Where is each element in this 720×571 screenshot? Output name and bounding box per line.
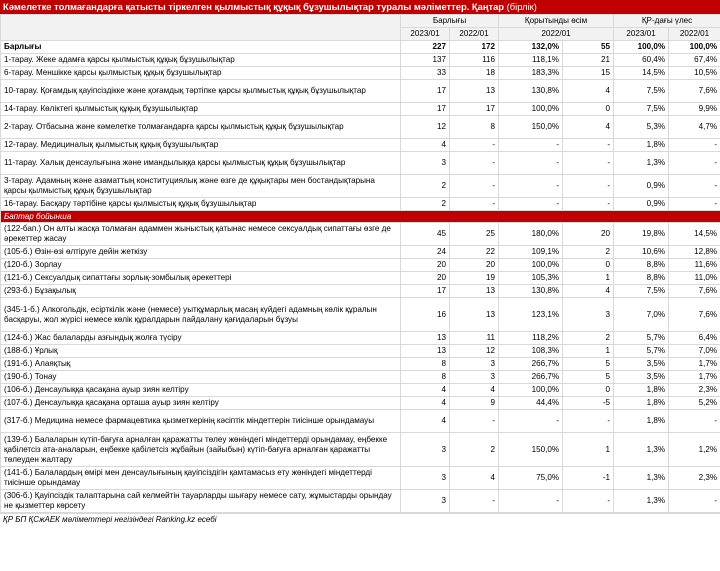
growth-absolute: - bbox=[563, 152, 614, 175]
share-2022: 67,4% bbox=[669, 54, 720, 67]
share-2022: 9,9% bbox=[669, 103, 720, 116]
source-footnote: ҚР БП ҚСжАЕК мәліметтері негізіндегі Ranking.kz есебі bbox=[0, 513, 720, 525]
row-label: 3-тарау. Адамның және азаматтың конституциялық және өзге де құқықтары мен бостандықтарына қарсы қылмыстық құқық бұзушылықтар bbox=[1, 175, 401, 198]
total-row bbox=[1, 41, 720, 54]
value-2022: 13 bbox=[450, 298, 499, 332]
share-2023: 7,5% bbox=[614, 103, 669, 116]
value-2022: 19 bbox=[450, 272, 499, 285]
row-label: (122-бап.) Он алты жасқа толмаған адаммен жыныстық қатынас немесе сексуалдық сипаттағы өзге де әрекеттер жасау bbox=[1, 223, 401, 246]
growth-absolute: 3 bbox=[563, 298, 614, 332]
value-2023: 12 bbox=[401, 116, 450, 139]
table-row bbox=[1, 54, 720, 67]
growth-absolute: 1 bbox=[563, 433, 614, 467]
growth-percent: 150,0% bbox=[499, 433, 563, 467]
growth-absolute: 0 bbox=[563, 103, 614, 116]
value-2023: 2 bbox=[401, 175, 450, 198]
share-2023: 14,5% bbox=[614, 67, 669, 80]
value-2023: 17 bbox=[401, 103, 450, 116]
value-2022: 9 bbox=[450, 397, 499, 410]
row-label: (306-б.) Қауіпсіздік талаптарына сай келмейтін тауарларды шығару немесе сату, жұмыстарды орындау не қызметтер көрсету bbox=[1, 490, 401, 513]
row-label: (317-б.) Медицина немесе фармацевтика қызметкерінің кәсіптік міндеттерін тиісінше орындамауы bbox=[1, 410, 401, 433]
growth-absolute: 4 bbox=[563, 80, 614, 103]
growth-percent: 100,0% bbox=[499, 259, 563, 272]
value-2023: 33 bbox=[401, 67, 450, 80]
value-2022: - bbox=[450, 198, 499, 211]
row-label: (190-б.) Тонау bbox=[1, 371, 401, 384]
share-2022: 5,2% bbox=[669, 397, 720, 410]
crime-stats-table bbox=[0, 14, 720, 513]
row-label: 16-тарау. Басқару тәртібіне қарсы қылмыстық құқық бұзушылықтар bbox=[1, 198, 401, 211]
row-label: (105-б.) Өзін-өзі өлтіруге дейін жеткізу bbox=[1, 246, 401, 259]
value-2023: 13 bbox=[401, 332, 450, 345]
header-group-row bbox=[1, 15, 720, 28]
value-2022: 17 bbox=[450, 103, 499, 116]
growth-percent: 130,8% bbox=[499, 285, 563, 298]
value-2023: 16 bbox=[401, 298, 450, 332]
table-row bbox=[1, 384, 720, 397]
share-2022: 12,8% bbox=[669, 246, 720, 259]
share-2023: 5,3% bbox=[614, 116, 669, 139]
growth-percent: 109,1% bbox=[499, 246, 563, 259]
table-row bbox=[1, 433, 720, 467]
share-2023: 8,8% bbox=[614, 259, 669, 272]
growth-absolute: 5 bbox=[563, 371, 614, 384]
share-2023: 60,4% bbox=[614, 54, 669, 67]
table-row bbox=[1, 246, 720, 259]
value-2022: 2 bbox=[450, 433, 499, 467]
share-2022: - bbox=[669, 139, 720, 152]
share-2023: 1,3% bbox=[614, 433, 669, 467]
growth-absolute: 4 bbox=[563, 116, 614, 139]
value-2022: 12 bbox=[450, 345, 499, 358]
growth-absolute: 4 bbox=[563, 285, 614, 298]
value-2023: 3 bbox=[401, 467, 450, 490]
report-unit: (бірлік) bbox=[506, 1, 537, 12]
growth-percent: - bbox=[499, 139, 563, 152]
growth-percent: 105,3% bbox=[499, 272, 563, 285]
share-2022: 1,7% bbox=[669, 371, 720, 384]
header-period: 2022/01 bbox=[499, 28, 614, 41]
value-2022: 25 bbox=[450, 223, 499, 246]
section-header-row bbox=[1, 211, 720, 223]
table-row bbox=[1, 397, 720, 410]
table-row bbox=[1, 358, 720, 371]
value-2023: 8 bbox=[401, 371, 450, 384]
growth-percent: 44,4% bbox=[499, 397, 563, 410]
value-2023: 4 bbox=[401, 410, 450, 433]
report-title-bar bbox=[0, 0, 720, 14]
growth-percent: - bbox=[499, 490, 563, 513]
share-2023: 8,8% bbox=[614, 272, 669, 285]
row-label: 12-тарау. Медициналық қылмыстық құқық бұзушылықтар bbox=[1, 139, 401, 152]
share-2023: 1,3% bbox=[614, 152, 669, 175]
value-2022: 3 bbox=[450, 371, 499, 384]
share-2022: - bbox=[669, 175, 720, 198]
share-2023: 10,6% bbox=[614, 246, 669, 259]
share-2023: 0,9% bbox=[614, 175, 669, 198]
row-label: (107-б.) Денсаулыққа қасақана орташа ауыр зиян келтіру bbox=[1, 397, 401, 410]
growth-absolute: 1 bbox=[563, 345, 614, 358]
share-2022: - bbox=[669, 198, 720, 211]
growth-absolute: - bbox=[563, 198, 614, 211]
growth-absolute: -1 bbox=[563, 467, 614, 490]
header-period: 2023/01 bbox=[401, 28, 450, 41]
table-row bbox=[1, 80, 720, 103]
row-label: (191-б.) Алаяқтық bbox=[1, 358, 401, 371]
share-2022: - bbox=[669, 152, 720, 175]
growth-percent: 108,3% bbox=[499, 345, 563, 358]
row-label: (124-б.) Жас балаларды азғындық жолға түсіру bbox=[1, 332, 401, 345]
value-2022: 172 bbox=[450, 41, 499, 54]
growth-percent: 266,7% bbox=[499, 371, 563, 384]
header-period: 2022/01 bbox=[669, 28, 720, 41]
growth-percent: - bbox=[499, 410, 563, 433]
share-2022: 11,6% bbox=[669, 259, 720, 272]
table-row bbox=[1, 259, 720, 272]
growth-percent: 150,0% bbox=[499, 116, 563, 139]
value-2023: 13 bbox=[401, 345, 450, 358]
table-row bbox=[1, 103, 720, 116]
growth-percent: 183,3% bbox=[499, 67, 563, 80]
growth-absolute: 21 bbox=[563, 54, 614, 67]
table-row bbox=[1, 332, 720, 345]
header-total: Барлығы bbox=[401, 15, 499, 28]
row-label: (139-б.) Балаларын күтіп-бағуға арналған қаражатты төлеу жөніндегі міндеттерді орындамау, еңбекке қабілетсіз ата-аналарын, еңбекке қабілетсіз жұбайын (зайыбын) күтіп-бағуға арналған қаражатты төлеуден жалтару bbox=[1, 433, 401, 467]
growth-percent: 130,8% bbox=[499, 80, 563, 103]
value-2023: 4 bbox=[401, 384, 450, 397]
header-period: 2022/01 bbox=[450, 28, 499, 41]
share-2022: 100,0% bbox=[669, 41, 720, 54]
value-2022: 8 bbox=[450, 116, 499, 139]
growth-percent: 75,0% bbox=[499, 467, 563, 490]
share-2023: 3,5% bbox=[614, 358, 669, 371]
growth-percent: 118,2% bbox=[499, 332, 563, 345]
share-2023: 5,7% bbox=[614, 345, 669, 358]
share-2023: 100,0% bbox=[614, 41, 669, 54]
growth-absolute: 0 bbox=[563, 384, 614, 397]
report-title: Кәмелетке толмағандарға қатысты тіркелген қылмыстық құқық бұзушылықтар туралы мәліметтер. Қаңтар bbox=[3, 1, 505, 12]
table-row bbox=[1, 116, 720, 139]
share-2023: 1,8% bbox=[614, 384, 669, 397]
table-row bbox=[1, 272, 720, 285]
row-label: (106-б.) Денсаулыққа қасақана ауыр зиян келтіру bbox=[1, 384, 401, 397]
growth-absolute: - bbox=[563, 175, 614, 198]
value-2023: 4 bbox=[401, 397, 450, 410]
growth-percent: - bbox=[499, 152, 563, 175]
share-2023: 1,3% bbox=[614, 490, 669, 513]
table-row bbox=[1, 467, 720, 490]
value-2022: 18 bbox=[450, 67, 499, 80]
share-2022: 7,6% bbox=[669, 298, 720, 332]
share-2022: - bbox=[669, 410, 720, 433]
value-2022: - bbox=[450, 410, 499, 433]
share-2022: 14,5% bbox=[669, 223, 720, 246]
row-label: (345-1-б.) Алкогольдік, есірткілік және (немесе) уытқұмарлық масаң күйдегі адамның көлік құралын басқаруы, жол жүрісі немесе көлік құралдарын пайдалану қағидаларын бұзуы bbox=[1, 298, 401, 332]
growth-percent: 180,0% bbox=[499, 223, 563, 246]
value-2022: 13 bbox=[450, 285, 499, 298]
section-label: Баптар бойынша bbox=[1, 211, 720, 223]
row-label: (120-б.) Зорлау bbox=[1, 259, 401, 272]
share-2022: 1,2% bbox=[669, 433, 720, 467]
share-2023: 1,8% bbox=[614, 410, 669, 433]
growth-percent: 266,7% bbox=[499, 358, 563, 371]
share-2022: 1,7% bbox=[669, 358, 720, 371]
row-label: 2-тарау. Отбасына және кәмелетке толмағандарға қарсы қылмыстық құқық бұзушылықтар bbox=[1, 116, 401, 139]
growth-absolute: 20 bbox=[563, 223, 614, 246]
table-row bbox=[1, 298, 720, 332]
growth-percent: - bbox=[499, 198, 563, 211]
share-2022: 6,4% bbox=[669, 332, 720, 345]
table-row bbox=[1, 198, 720, 211]
growth-percent: 100,0% bbox=[499, 103, 563, 116]
share-2023: 7,5% bbox=[614, 80, 669, 103]
header-period: 2023/01 bbox=[614, 28, 669, 41]
table-row bbox=[1, 67, 720, 80]
growth-absolute: 2 bbox=[563, 246, 614, 259]
growth-percent: - bbox=[499, 175, 563, 198]
value-2023: 227 bbox=[401, 41, 450, 54]
share-2022: 11,0% bbox=[669, 272, 720, 285]
row-label: (141-б.) Балалардың өмірі мен денсаулығының қауіпсіздігін қамтамасыз ету жөніндегі міндеттерді тиісінше орындамау bbox=[1, 467, 401, 490]
value-2023: 17 bbox=[401, 285, 450, 298]
value-2022: 116 bbox=[450, 54, 499, 67]
value-2023: 45 bbox=[401, 223, 450, 246]
growth-percent: 100,0% bbox=[499, 384, 563, 397]
share-2023: 0,9% bbox=[614, 198, 669, 211]
table-row bbox=[1, 139, 720, 152]
share-2022: 7,6% bbox=[669, 285, 720, 298]
value-2022: - bbox=[450, 490, 499, 513]
growth-absolute: 5 bbox=[563, 358, 614, 371]
table-row bbox=[1, 371, 720, 384]
row-label: 11-тарау. Халық денсаулығына және имандылыққа қарсы қылмыстық құқық бұзушылықтар bbox=[1, 152, 401, 175]
growth-percent: 132,0% bbox=[499, 41, 563, 54]
value-2022: 13 bbox=[450, 80, 499, 103]
growth-percent: 123,1% bbox=[499, 298, 563, 332]
header-blank-cell bbox=[1, 15, 401, 41]
value-2023: 20 bbox=[401, 259, 450, 272]
share-2022: 10,5% bbox=[669, 67, 720, 80]
share-2023: 3,5% bbox=[614, 371, 669, 384]
table-row bbox=[1, 345, 720, 358]
value-2022: 11 bbox=[450, 332, 499, 345]
growth-absolute: -5 bbox=[563, 397, 614, 410]
value-2023: 24 bbox=[401, 246, 450, 259]
row-label: (121-б.) Сексуалдық сипаттағы зорлық-зомбылық әрекеттері bbox=[1, 272, 401, 285]
growth-absolute: 1 bbox=[563, 272, 614, 285]
share-2023: 5,7% bbox=[614, 332, 669, 345]
growth-absolute: 55 bbox=[563, 41, 614, 54]
value-2023: 8 bbox=[401, 358, 450, 371]
growth-absolute: - bbox=[563, 490, 614, 513]
value-2023: 137 bbox=[401, 54, 450, 67]
table-row bbox=[1, 223, 720, 246]
share-2022: 4,7% bbox=[669, 116, 720, 139]
value-2023: 4 bbox=[401, 139, 450, 152]
table-row bbox=[1, 285, 720, 298]
table-row bbox=[1, 152, 720, 175]
growth-percent: 118,1% bbox=[499, 54, 563, 67]
share-2022: 7,0% bbox=[669, 345, 720, 358]
share-2023: 1,8% bbox=[614, 139, 669, 152]
table-row bbox=[1, 490, 720, 513]
value-2023: 2 bbox=[401, 198, 450, 211]
value-2022: - bbox=[450, 175, 499, 198]
share-2022: 2,3% bbox=[669, 384, 720, 397]
share-2023: 7,0% bbox=[614, 298, 669, 332]
value-2022: 22 bbox=[450, 246, 499, 259]
value-2022: - bbox=[450, 152, 499, 175]
share-2022: 7,6% bbox=[669, 80, 720, 103]
row-label: Барлығы bbox=[1, 41, 401, 54]
share-2023: 1,8% bbox=[614, 397, 669, 410]
table-row bbox=[1, 175, 720, 198]
value-2022: 3 bbox=[450, 358, 499, 371]
row-label: 6-тарау. Меншікке қарсы қылмыстық құқық бұзушылықтар bbox=[1, 67, 401, 80]
share-2022: - bbox=[669, 490, 720, 513]
value-2022: 20 bbox=[450, 259, 499, 272]
growth-absolute: 0 bbox=[563, 259, 614, 272]
value-2023: 3 bbox=[401, 490, 450, 513]
share-2022: 2,3% bbox=[669, 467, 720, 490]
row-label: 14-тарау. Көліктегі қылмыстық құқық бұзушылықтар bbox=[1, 103, 401, 116]
row-label: 1-тарау. Жеке адамға қарсы қылмыстық құқық бұзушылықтар bbox=[1, 54, 401, 67]
growth-absolute: 15 bbox=[563, 67, 614, 80]
value-2023: 3 bbox=[401, 433, 450, 467]
share-2023: 7,5% bbox=[614, 285, 669, 298]
value-2023: 17 bbox=[401, 80, 450, 103]
row-label: (293-б.) Бұзақылық bbox=[1, 285, 401, 298]
header-growth: Қорытынды өсім bbox=[499, 15, 614, 28]
value-2023: 20 bbox=[401, 272, 450, 285]
header-share: ҚР-дағы үлес bbox=[614, 15, 720, 28]
table-row bbox=[1, 410, 720, 433]
value-2022: 4 bbox=[450, 384, 499, 397]
row-label: 10-тарау. Қоғамдық қауіпсіздікке және қоғамдық тәртіпке қарсы қылмыстық құқық бұзушылықтар bbox=[1, 80, 401, 103]
share-2023: 19,8% bbox=[614, 223, 669, 246]
value-2022: - bbox=[450, 139, 499, 152]
share-2023: 1,3% bbox=[614, 467, 669, 490]
growth-absolute: - bbox=[563, 410, 614, 433]
growth-absolute: 2 bbox=[563, 332, 614, 345]
growth-absolute: - bbox=[563, 139, 614, 152]
row-label: (188-б.) Ұрлық bbox=[1, 345, 401, 358]
value-2023: 3 bbox=[401, 152, 450, 175]
value-2022: 4 bbox=[450, 467, 499, 490]
